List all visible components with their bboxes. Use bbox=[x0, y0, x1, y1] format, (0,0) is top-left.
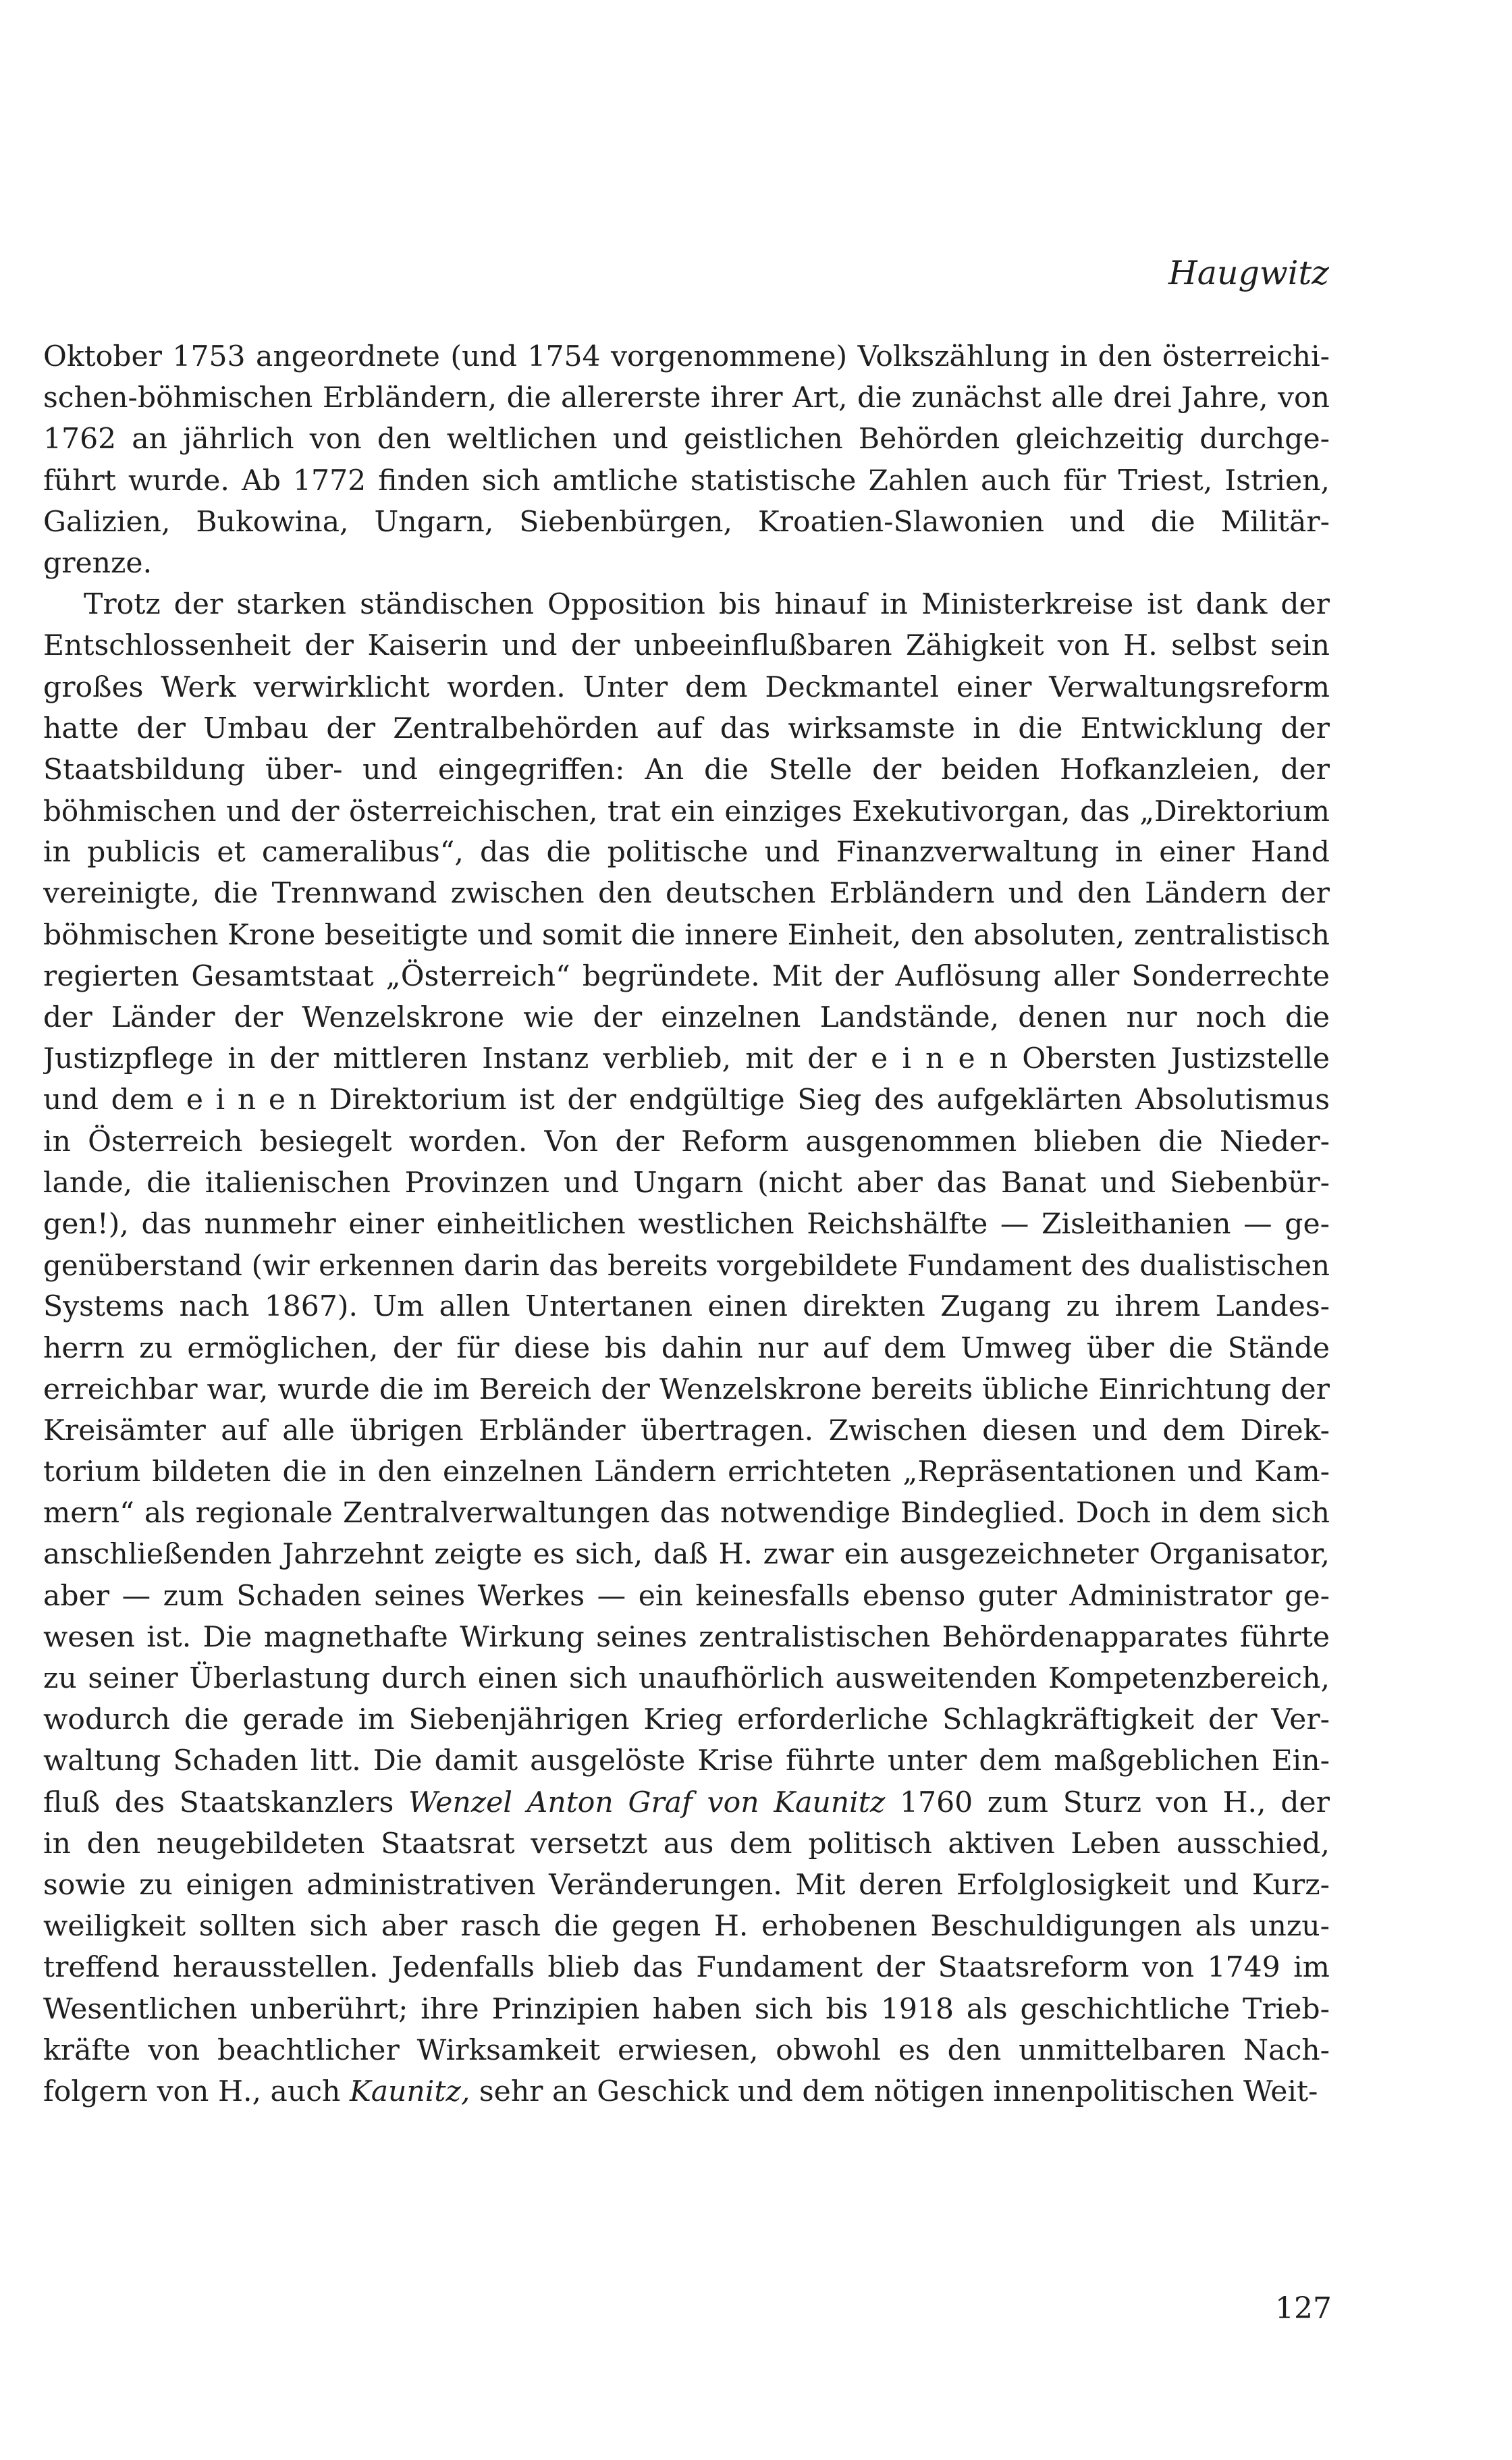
text-line: wodurch die gerade im Siebenjährigen Krieg erforderliche Schlagkräftigkeit der Ver- bbox=[43, 1703, 1330, 1737]
running-head: Haugwitz bbox=[1168, 254, 1329, 292]
text-line: schen-böhmischen Erbländern, die allererste ihrer Art, die zunächst alle drei Jahre, von bbox=[43, 381, 1330, 415]
text-line: Wesentlichen unberührt; ihre Prinzipien haben sich bis 1918 als geschichtliche Trieb- bbox=[43, 1992, 1330, 2026]
text-line: Kreisämter auf alle übrigen Erbländer übertragen. Zwischen diesen und dem Direk- bbox=[43, 1414, 1330, 1447]
text-line: hatte der Umbau der Zentralbehörden auf das wirksamste in die Entwicklung der bbox=[43, 712, 1330, 745]
text-line: böhmischen Krone beseitigte und somit die innere Einheit, den absoluten, zentralistisch bbox=[43, 918, 1330, 952]
text-line: weiligkeit sollten sich aber rasch die gegen H. erhobenen Beschuldigungen als unzu- bbox=[43, 1910, 1330, 1944]
text-line: Oktober 1753 angeordnete (und 1754 vorgenommene) Volkszählung in den österreichi- bbox=[43, 340, 1330, 373]
page-number: 127 bbox=[1275, 2291, 1332, 2326]
text-line: in den neugebildeten Staatsrat versetzt aus dem politisch aktiven Leben ausschied, bbox=[43, 1827, 1330, 1861]
text-line: erreichbar war, wurde die im Bereich der Wenzelskrone bereits übliche Einrichtung der bbox=[43, 1372, 1330, 1406]
text-line: in publicis et cameralibus“, das die politische und Finanzverwaltung in einer Hand bbox=[43, 836, 1330, 870]
italic-name: Kaunitz, bbox=[349, 2075, 470, 2108]
text-line: der Länder der Wenzelskrone wie der einzelnen Landstände, denen nur noch die bbox=[43, 1001, 1330, 1034]
italic-name: Wenzel Anton Graf von Kaunitz bbox=[408, 1786, 886, 1819]
text-line: Staatsbildung über- und eingegriffen: An die Stelle der beiden Hofkanzleien, der bbox=[43, 753, 1330, 786]
text-line: vereinigte, die Trennwand zwischen den deutschen Erbländern und den Ländern der bbox=[43, 877, 1330, 911]
body-text bbox=[43, 336, 1330, 2112]
text-line: 1762 an jährlich von den weltlichen und geistlichen Behörden gleichzeitig durchge- bbox=[43, 423, 1330, 456]
text-line: böhmischen und der österreichischen, trat ein einziges Exekutivorgan, das „Direktorium bbox=[43, 795, 1330, 828]
text-line: anschließenden Jahrzehnt zeigte es sich, daß H. zwar ein ausgezeichneter Organisator, bbox=[43, 1538, 1330, 1572]
text-line: sowie zu einigen administrativen Veränderungen. Mit deren Erfolglosigkeit und Kurz- bbox=[43, 1868, 1330, 1902]
text-line: zu seiner Überlastung durch einen sich unaufhörlich ausweitenden Kompetenzbereich, bbox=[43, 1662, 1330, 1695]
text-line: regierten Gesamtstaat „Österreich“ begründete. Mit der Auflösung aller Sonderrechte bbox=[43, 959, 1330, 993]
text-line: Justizpflege in der mittleren Instanz verblieb, mit der e i n e n Obersten Justizstelle bbox=[43, 1042, 1330, 1076]
text-line: führt wurde. Ab 1772 finden sich amtliche statistische Zahlen auch für Triest, Istrien, bbox=[43, 464, 1330, 498]
text-line: in Österreich besiegelt worden. Von der Reform ausgenommen blieben die Nieder- bbox=[43, 1125, 1330, 1158]
text-line: herrn zu ermöglichen, der für diese bis dahin nur auf dem Umweg über die Stände bbox=[43, 1331, 1330, 1365]
paragraph bbox=[43, 584, 1330, 2112]
text-line: grenze. bbox=[43, 546, 153, 580]
text-line: Galizien, Bukowina, Ungarn, Siebenbürgen, Kroatien-Slawonien und die Militär- bbox=[43, 505, 1330, 539]
text-line: wesen ist. Die magnethafte Wirkung seines zentralistischen Behördenapparates führte bbox=[43, 1620, 1330, 1654]
text-line: Entschlossenheit der Kaiserin und der unbeeinflußbaren Zähigkeit von H. selbst sein bbox=[43, 629, 1330, 663]
text-line: mern“ als regionale Zentralverwaltungen das notwendige Bindeglied. Doch in dem sich bbox=[43, 1497, 1330, 1530]
text-line: und dem e i n e n Direktorium ist der endgültige Sieg des aufgeklärten Absolutismus bbox=[43, 1084, 1330, 1117]
text-line: Systems nach 1867). Um allen Untertanen einen direkten Zugang zu ihrem Landes- bbox=[43, 1290, 1330, 1324]
text-line: waltung Schaden litt. Die damit ausgelöste Krise führte unter dem maßgeblichen Ein- bbox=[43, 1744, 1330, 1778]
paragraph bbox=[43, 336, 1330, 584]
text-line: folgern von H., auch Kaunitz, sehr an Geschick und dem nötigen innenpolitischen Weit- bbox=[43, 2075, 1318, 2108]
text-line: fluß des Staatskanzlers Wenzel Anton Graf von Kaunitz 1760 zum Sturz von H., der bbox=[43, 1786, 1330, 1819]
text-line: Trotz der starken ständischen Opposition bis hinauf in Ministerkreise ist dank der bbox=[84, 588, 1330, 622]
text-line: gen!), das nunmehr einer einheitlichen westlichen Reichshälfte — Zisleithanien — ge- bbox=[43, 1207, 1330, 1241]
text-line: genüberstand (wir erkennen darin das bereits vorgebildete Fundament des dualistischen bbox=[43, 1249, 1330, 1283]
text-line: großes Werk verwirklicht worden. Unter dem Deckmantel einer Verwaltungsreform bbox=[43, 670, 1330, 704]
text-line: treffend herausstellen. Jedenfalls blieb das Fundament der Staatsreform von 1749 im bbox=[43, 1951, 1330, 1985]
text-line: torium bildeten die in den einzelnen Ländern errichteten „Repräsentationen und Kam- bbox=[43, 1455, 1330, 1489]
text-line: lande, die italienischen Provinzen und Ungarn (nicht aber das Banat und Siebenbür- bbox=[43, 1166, 1330, 1200]
text-line: aber — zum Schaden seines Werkes — ein keinesfalls ebenso guter Administrator ge- bbox=[43, 1579, 1330, 1613]
text-line: kräfte von beachtlicher Wirksamkeit erwiesen, obwohl es den unmittelbaren Nach- bbox=[43, 2033, 1330, 2067]
